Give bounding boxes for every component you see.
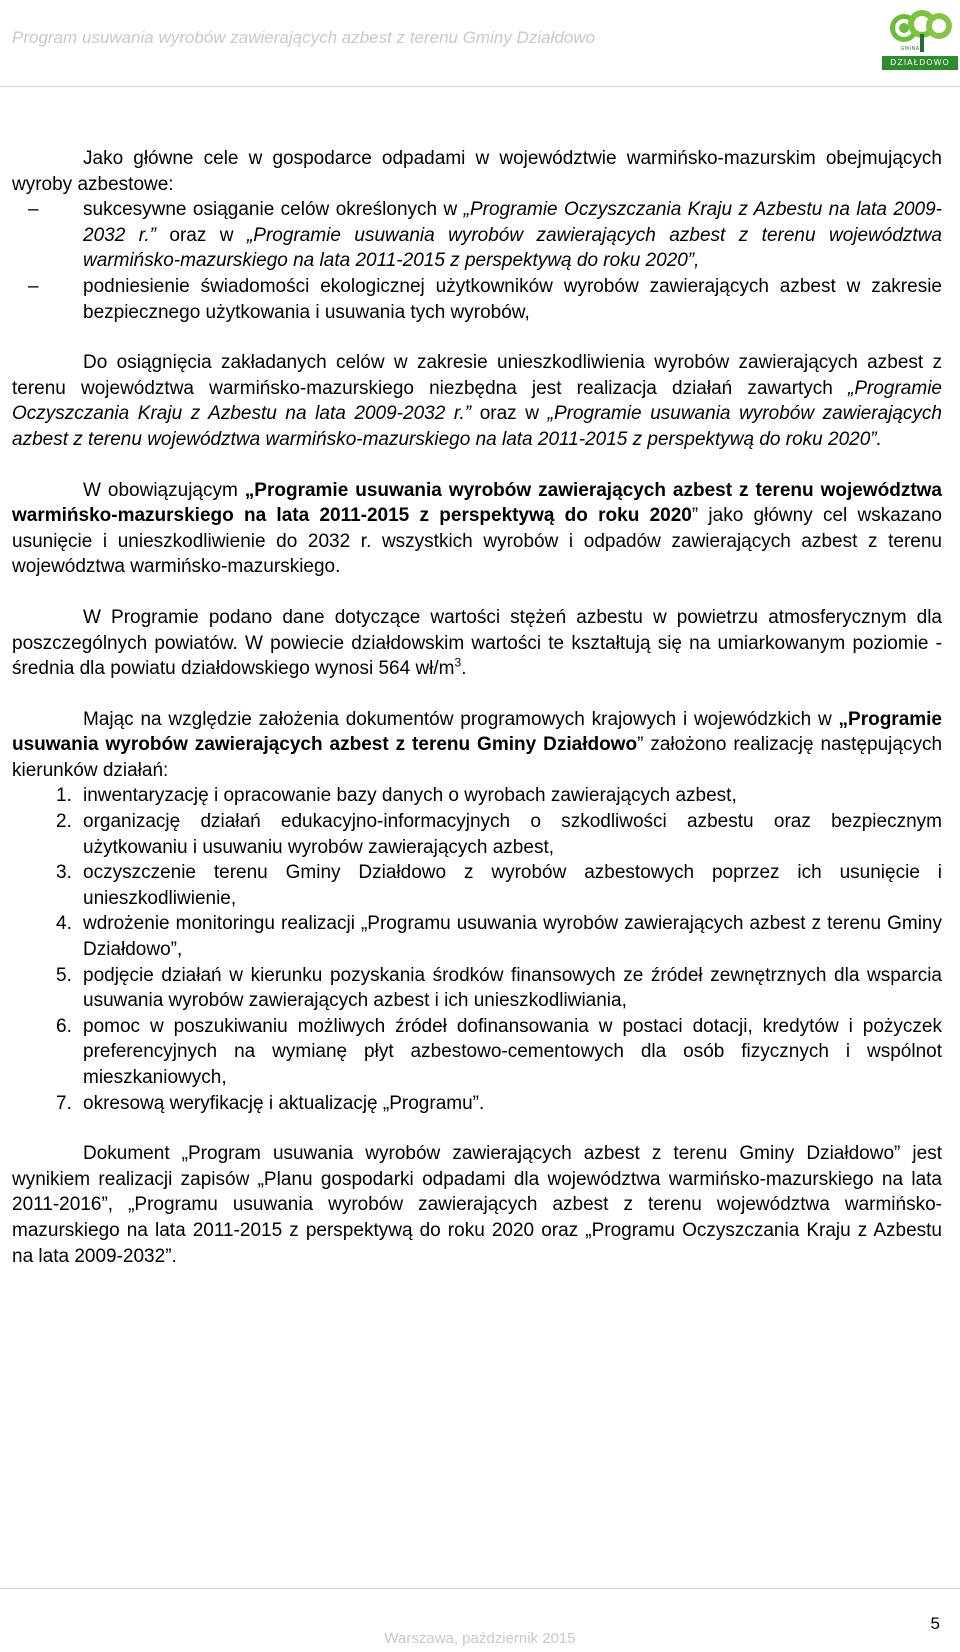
paragraph-3: W obowiązującym „Programie usuwania wyrobów zawierających azbest z terenu województwa warmińsko-mazurskiego na lata 2011-2015 z perspektywą do roku 2020” jako główny cel wskazano usunięcie i unieszkodliwienie do 2032 r. wszystkich wyrobów i odpadów zawierających azbest z terenu województwa warmińsko-mazurskiego.: [12, 479, 942, 578]
goal-item: – podniesienie świadomości ekologicznej użytkowników wyrobów zawierających azbest w zakresie bezpiecznego użytkowania i usuwania tych wyrobów,: [28, 275, 942, 323]
page-number: 5: [930, 1614, 940, 1633]
footer-text: Warszawa, październik 2015: [384, 1630, 576, 1647]
document-body: [12, 146, 942, 1269]
paragraph-6: Dokument „Program usuwania wyrobów zawierających azbest z terenu Gminy Działdowo” jest wynikiem realizacji zapisów „Planu gospodarki odpadami dla województwa warmińsko-mazurskiego na lata 2011-2016”, „Programu usuwania wyrobów zawierających azbest z terenu województwa warmińsko-mazurskiego na lata 2011-2015 z perspektywą do roku 2020 oraz „Programu Oczyszczania Kraju z Azbestu na lata 2009-2032”.: [12, 1143, 942, 1267]
paragraph-2: Do osiągnięcia zakładanych celów w zakresie unieszkodliwienia wyrobów zawierających azbest z terenu województwa warmińsko-mazurskiego niezbędna jest realizacja działań zawartych „Programie Oczyszczania Kraju z Azbestu na lata 2009-2032 r.” oraz w „Programie usuwania wyrobów zawierających azbest z terenu województwa warmińsko-mazurskiego na lata 2011-2015 z perspektywą do roku 2020”.: [12, 352, 942, 450]
list-item: 3. oczyszczenie terenu Gminy Działdowo z wyrobów azbestowych poprzez ich usunięcie i unieszkodliwienie,: [56, 862, 942, 909]
logo-small-text: GMINA: [900, 46, 920, 52]
paragraph-5: Mając na względzie założenia dokumentów programowych krajowych i wojewódzkich w „Programie usuwania wyrobów zawierających azbest z terenu Gminy Działdowo” założono realizację następujących kierunków działań:: [12, 708, 943, 781]
goals-list: [12, 197, 942, 325]
paragraph-4: W Programie podano dane dotyczące wartości stężeń azbestu w powietrzu atmosferycznym dla poszczególnych powiatów. W powiecie działdowskim wartości te kształtują się na umiarkowanym poziomie - średnia dla powiatu działdowskiego wynosi 564 $wł/m^3$.: [12, 606, 942, 680]
actions-list: [12, 783, 942, 1116]
list-item: 2. organizację działań edukacyjno-informacyjnych o szkodliwości azbestu oraz bezpiecznym użytkowaniu i usuwaniu wyrobów zawierających azbest,: [56, 811, 942, 858]
header-title: Program usuwania wyrobów zawierających azbest z terenu Gminy Działdowo: [12, 28, 595, 47]
footer-divider: [0, 1588, 960, 1589]
header-divider: [0, 86, 960, 87]
list-item: 5. podjęcie działań w kierunku pozyskania środków finansowych ze źródeł zewnętrznych dla wsparcia usuwania wyrobów zawierających azbest i ich unieszkodliwiania,: [56, 964, 942, 1012]
goal-item: – sukcesywne osiąganie celów określonych w „Programie Oczyszczania Kraju z Azbestu na lata 2009-2032 r.” oraz w „Programie usuwania wyrobów zawierających azbest z terenu województwa warmińsko-mazurskiego na lata 2011-2015 z perspektywą do roku 2020”,: [28, 199, 942, 272]
intro-paragraph: Jako główne cele w gospodarce odpadami w województwie warmińsko-mazurskim obejmujących wyroby azbestowe:: [12, 148, 942, 195]
logo-band-text: DZIAŁDOWO: [882, 56, 958, 70]
page-header: [0, 0, 960, 90]
gmina-logo: [882, 8, 958, 70]
list-item: 1. inwentaryzację i opracowanie bazy danych o wyrobach zawierających azbest,: [56, 785, 737, 807]
list-item: 4. wdrożenie monitoringu realizacji „Programu usuwania wyrobów zawierających azbest z terenu Gminy Działdowo”,: [56, 913, 942, 961]
list-item: 7. okresową weryfikację i aktualizację „Programu”.: [56, 1092, 485, 1114]
list-item: 6. pomoc w poszukiwaniu możliwych źródeł dofinansowania w postaci dotacji, kredytów i pożyczek preferencyjnych na wymianę płyt azbestowo-cementowych dla osób fizycznych i wspólnot mieszkaniowych,: [56, 1015, 942, 1088]
